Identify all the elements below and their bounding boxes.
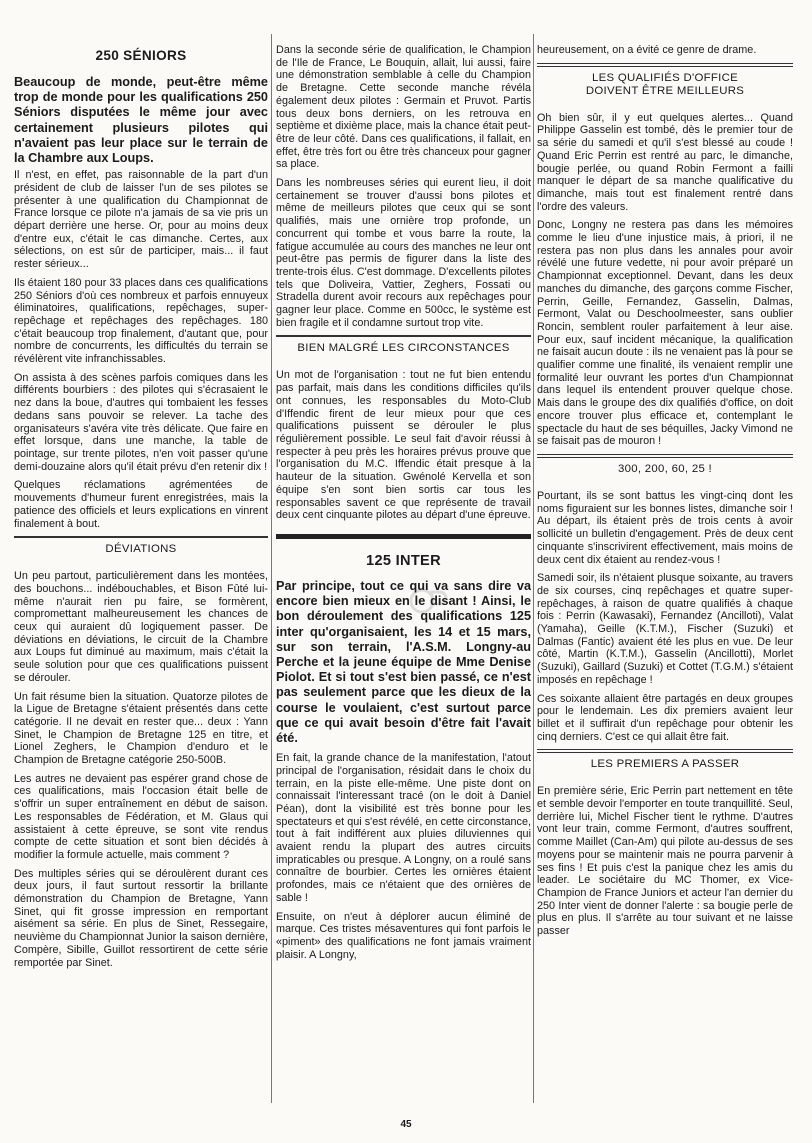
page-number: 45 bbox=[400, 1119, 412, 1130]
lead-paragraph: Par principe, tout ce qui va sans dire va encore bien mieux en le disant ! Ainsi, le bon déroulement des qualifications 125 inter qu'organisaient, les 14 et 15 mars, sur son terrain, l'A.S.M. Longny-au Perche et la jeune équipe de Mme Denise Piolot. Et si tout s'est bien passé, ce n'est pas seulement parce que les dieux de la course le voulaient, c'est surtout parce que ce qui avait besoin d'être fait l'avait été. bbox=[276, 578, 531, 745]
paragraph: Samedi soir, ils n'étaient plusque soixante, au travers de six courses, cinq repêchages et quatre super-repêchages, à raison de quatre qualifiés à chaque fois : Perrin (Kawasaki), Fernandez (Ancilloti), Valat (Yamaha), Geille (K.T.M.), Fischer (Suzuki) et Dalmas (Fantic) avaient été les plus en vue. De leur côté, Martin (K.T.M.), Gasselin (Ancillotti), Morlet (Suzuki), Gaillard (Suzuki) et Cottet (T.G.M.) s'étaient imposés en repêchage ! bbox=[537, 572, 793, 686]
section-title-line-2: DOIVENT ÊTRE MEILLEURS bbox=[585, 84, 745, 97]
paragraph: Ces soixante allaient être partagés en deux groupes pour le lendemain. Les dix premiers avaient leur billet et il suffirait d'un repêchage pour obtenir les cinq derniers. C'est ce qui allait être fait. bbox=[537, 692, 793, 743]
section-title-circonstances: BIEN MALGRÉ LES CIRCONSTANCES bbox=[276, 335, 531, 361]
library-stamp-mark bbox=[408, 586, 448, 616]
paragraph: Les autres ne devaient pas espérer grand chose de ces qualifications, mais l'occasion était belle de s'offrir un super entraînement en début de saison. Les responsables de Fédération, et M. Glaus qui assistaient à cette épreuve, se sont vite rendus compte de cette situation et sont bien décidés à modifier la formule actuelle, mais comment ? bbox=[14, 772, 268, 861]
section-title-deviations: DÉVIATIONS bbox=[14, 536, 268, 562]
paragraph: Quelques réclamations agrémentées de mouvements d'humeur furent enregistrées, mais la patience des officiels et leurs explications en vinrent finalement à bout. bbox=[14, 479, 268, 530]
paragraph: Un fait résume bien la situation. Quatorze pilotes de la Ligue de Bretagne s'étaient présentés dans cette catégorie. Il ne devait en rester que... deux : Yann Sinet, le Champion de Bretagne 125 en titre, et Lionel Zeghers, le Champion d'enduro et le Champion de Bretagne catégorie 250-500B. bbox=[14, 690, 268, 767]
column-rule-left bbox=[271, 34, 272, 1103]
column-2 bbox=[276, 34, 531, 1103]
lead-paragraph: Beaucoup de monde, peut-être même trop de monde pour les qualifications 250 Séniors disputées le même jour avec certainement plusieurs pilotes qui n'avaient pas leur place sur le terrain de la Chambre aux Loups. bbox=[14, 75, 268, 166]
paragraph: Ensuite, on n'eut à déplorer aucun éliminé de marque. Ces tristes mésaventures qui font parfois le «piment» des qualifications ne font jamais vraiment plaisir. A Longny, bbox=[276, 910, 531, 961]
column-rule-right bbox=[533, 34, 534, 1103]
paragraph: En fait, la grande chance de la manifestation, l'atout principal de l'organisation, résidait dans le choix du terrain, en la piste elle-même. Une piste dont on connaissait l'interessant tracé (on le doit à Daniel Péan), dont la visibilité est très bonne pour les spectateurs et qui s'est révélé, en cette circonstance, tout à fait indifférent aux pluies diluviennes qui avaient rendu la plupart des autres circuits impraticables ou presque. A Longny, on a roulé sans connaître de bourbier. Certes les ornières étaient profondes, mais ce n'étaient que des ornières de sable ! bbox=[276, 752, 531, 904]
paragraph: Pourtant, ils se sont battus les vingt-cinq dont les noms figuraient sur les bonnes listes, dimanche soir ! Au départ, ils étaient près de trois cents à avoir sollicité un bulletin d'engagement. Près de deux cent cinquante s'inscrivirent effectivement, mais moins de deux cent dix étaient au rendez-vous ! bbox=[537, 489, 793, 566]
section-title-qualifies-office bbox=[537, 63, 793, 104]
paragraph: En première série, Eric Perrin part nettement en tête et semble devoir l'emporter en toute tranquillité. Seul, derrière lui, Michel Fischer tient le rythme. D'autres vont leur train, comme Fermont, d'autres souffrent, comme Maillet (Can-Am) qui pilote au-dessus de ses moyens pour se maintenir mais ne pourra parvenir à ses fins ! Et puis c'est la panique chez les amis du leader. Le sociétaire du MC Thomer, ex Vice-Champion de France Juniors et acteur l'an dernier du 250 Inter vient de donner l'alerte : sa bougie perle de plus en plus. Il s'arrête au tour suivant et ne laisse passer bbox=[537, 785, 793, 938]
paragraph: Un mot de l'organisation : tout ne fut bien entendu pas parfait, mais dans les conditions difficiles qu'ils ont connues, les responsables du Moto-Club d'Iffendic firent de leur mieux pour que ces qualifications puissent se dérouler le plus régulièrement possible. Le seul fait d'avoir réussi à respecter à peu près les horaires prévus prouve que l'organisation du M.C. Iffendic était presque à la hauteur de la situation. Gwénolé Kervella et son équipe s'en sont bien sortis car tous les responsables savent ce que représente de travail deux cent cinquante pilotes au départ d'une épreuve. bbox=[276, 369, 531, 522]
paragraph: Dans la seconde série de qualification, le Champion de l'Ile de France, Le Bouquin, allait, lui aussi, faire une démonstration semblable à celle du Champion de Bretagne. Cette seconde manche révéla également deux pilotes : Germain et Pruvot. Partis tous deux bons derniers, on les retrouva en septième et dixième place, mais la chance était peut-être de leur côté. Dans ces qualifications, il fallait, en effet, être très fort ou être très chanceux pour gagner sa place. bbox=[276, 44, 531, 171]
paragraph: Oh bien sûr, il y eut quelques alertes... Quand Philippe Gasselin est tombé, dès le premier tour de sa série du samedi et qu'il s'est blessé au coude ! Quand Eric Perrin est rentré au parc, le dimanche, bougie perlée, ou quand Robin Fermont a failli manquer le départ de sa manche qualificative du dimanche, mais tout est finalement rentré dans l'ordre des valeurs. bbox=[537, 111, 793, 213]
paragraph: Ils étaient 180 pour 33 places dans ces qualifications 250 Séniors d'où ces nombreux et parfois ennuyeux éliminatoires, qualifications, repêchages, super-repêchage et repêchages des repêchages. 180 c'était beaucoup trop finalement, d'autant que, pour nombre de concurrents, les difficultés du terrain se révélèrent vite infranchissables. bbox=[14, 276, 268, 366]
paragraph: On assista à des scènes parfois comiques dans les différents bourbiers : des pilotes qui s'écrasaient le nez dans la boue, d'autres qui tombaient les fesses dedans sans pouvoir se relever. La tache des organisateurs s'avéra vite très délicate. Que faire en effet lorsque, dans une manche, la table de pointage, sur trente pilotes, n'en voit passer qu'une demi-douzaine alors qu'il était prévu d'en retenir dix ! bbox=[14, 371, 268, 473]
column-1 bbox=[14, 34, 268, 1103]
section-title-line-1: LES QUALIFIÉS D'OFFICE bbox=[591, 71, 739, 84]
paragraph: Un peu partout, particulièrement dans les montées, des bouchons... indébouchables, et Bison Fûté lui-même n'aurait rien pu faire, se formèrent, compromettant malheureusement les chances de ceux qui auraient dû logiquement passer. De déviations en déviations, le circuit de la Chambre aux Loups fut diminué au maximum, mais c'était la seule solution pour que ces qualifications puissent se dérouler. bbox=[14, 570, 268, 684]
section-title-125-inter: 125 INTER bbox=[366, 552, 441, 569]
paragraph: Donc, Longny ne restera pas dans les mémoires comme le lieu d'une injustice mais, à priori, il ne restera pas non plus dans les annales pour avoir révélé une future vedette, ni pour avoir préparé un Championnat exceptionnel. Devant, dans les deux manches du dimanche, des garçons comme Fischer, Perrin, Geille, Fernandez, Gasselin, Dalmas, Fermont, Valat ou Deschoolmeester, sans oublier Roncin, semblent rouler parfaitement à leur aise. Pour eux, sauf incident mécanique, la qualification ne faisait aucun doute : ils ne venaient pas là pour se qualifier comme une finalité, ils venaient remplir une formalité leur ouvrant les portes d'un Championnat dans lequel ils entendent prouver quelque chose. Mais dans le groupe des dix qualifiés d'office, on doit encore trouver plus efficace et, contemplant le spectacle du haut de ses béquilles, Jacky Vimond ne se faisait pas de mouron ! bbox=[537, 219, 793, 448]
section-title-premiers-a-passer: LES PREMIERS A PASSER bbox=[537, 749, 793, 777]
column-3 bbox=[537, 34, 793, 1103]
section-title-300-200-60-25: 300, 200, 60, 25 ! bbox=[537, 454, 793, 482]
article-divider bbox=[276, 534, 531, 539]
section-title-250-seniors: 250 SÉNIORS bbox=[95, 48, 187, 63]
paragraph: heureusement, on a évité ce genre de drame. bbox=[537, 44, 757, 56]
paragraph: Dans les nombreuses séries qui eurent lieu, il doit certainement se trouver d'aussi bons pilotes et même de meilleurs pilotes que ceux qui se sont qualifiés, mais une ornière trop profonde, un concurrent qui tombe et vous barre la route, la fatigue accumulée au cours des manches ne leur ont peut-être pas permis de figurer dans la liste des trente-trois élus. C'est dommage. D'excellents pilotes tels que Doliveira, Vattier, Zeghers, Fossati ou Stradella durent avoir recours aux repêchages pour gagner leur place. Comme en 500cc, le système est bien fragile et il condamne surtout trop vite. bbox=[276, 177, 531, 329]
paragraph: Des multiples séries qui se déroulèrent durant ces deux jours, il faut surtout ressortir la brillante démonstration du Champion de Bretagne, Yann Sinet, qui fit grosse impression en remportant aisément sa série. En plus de Sinet, Ressegaire, neuvième du Championnat Junior la saison dernière, Compère, Sibille, Guillot ressortirent de cette série remportée par Sinet. bbox=[14, 867, 268, 969]
paragraph: Il n'est, en effet, pas raisonnable de la part d'un président de club de laisser l'un de ses pilotes se présenter à une qualification du Championnat de France lorsque ce pilote n'a jamais de sa vie pris un départ derrière une herse. Or, pour au moins deux d'entre eux, c'était le cas dimanche. Certes, aux sélections, on est sûr de participer, mais... il faut rester sérieux... bbox=[14, 169, 268, 271]
